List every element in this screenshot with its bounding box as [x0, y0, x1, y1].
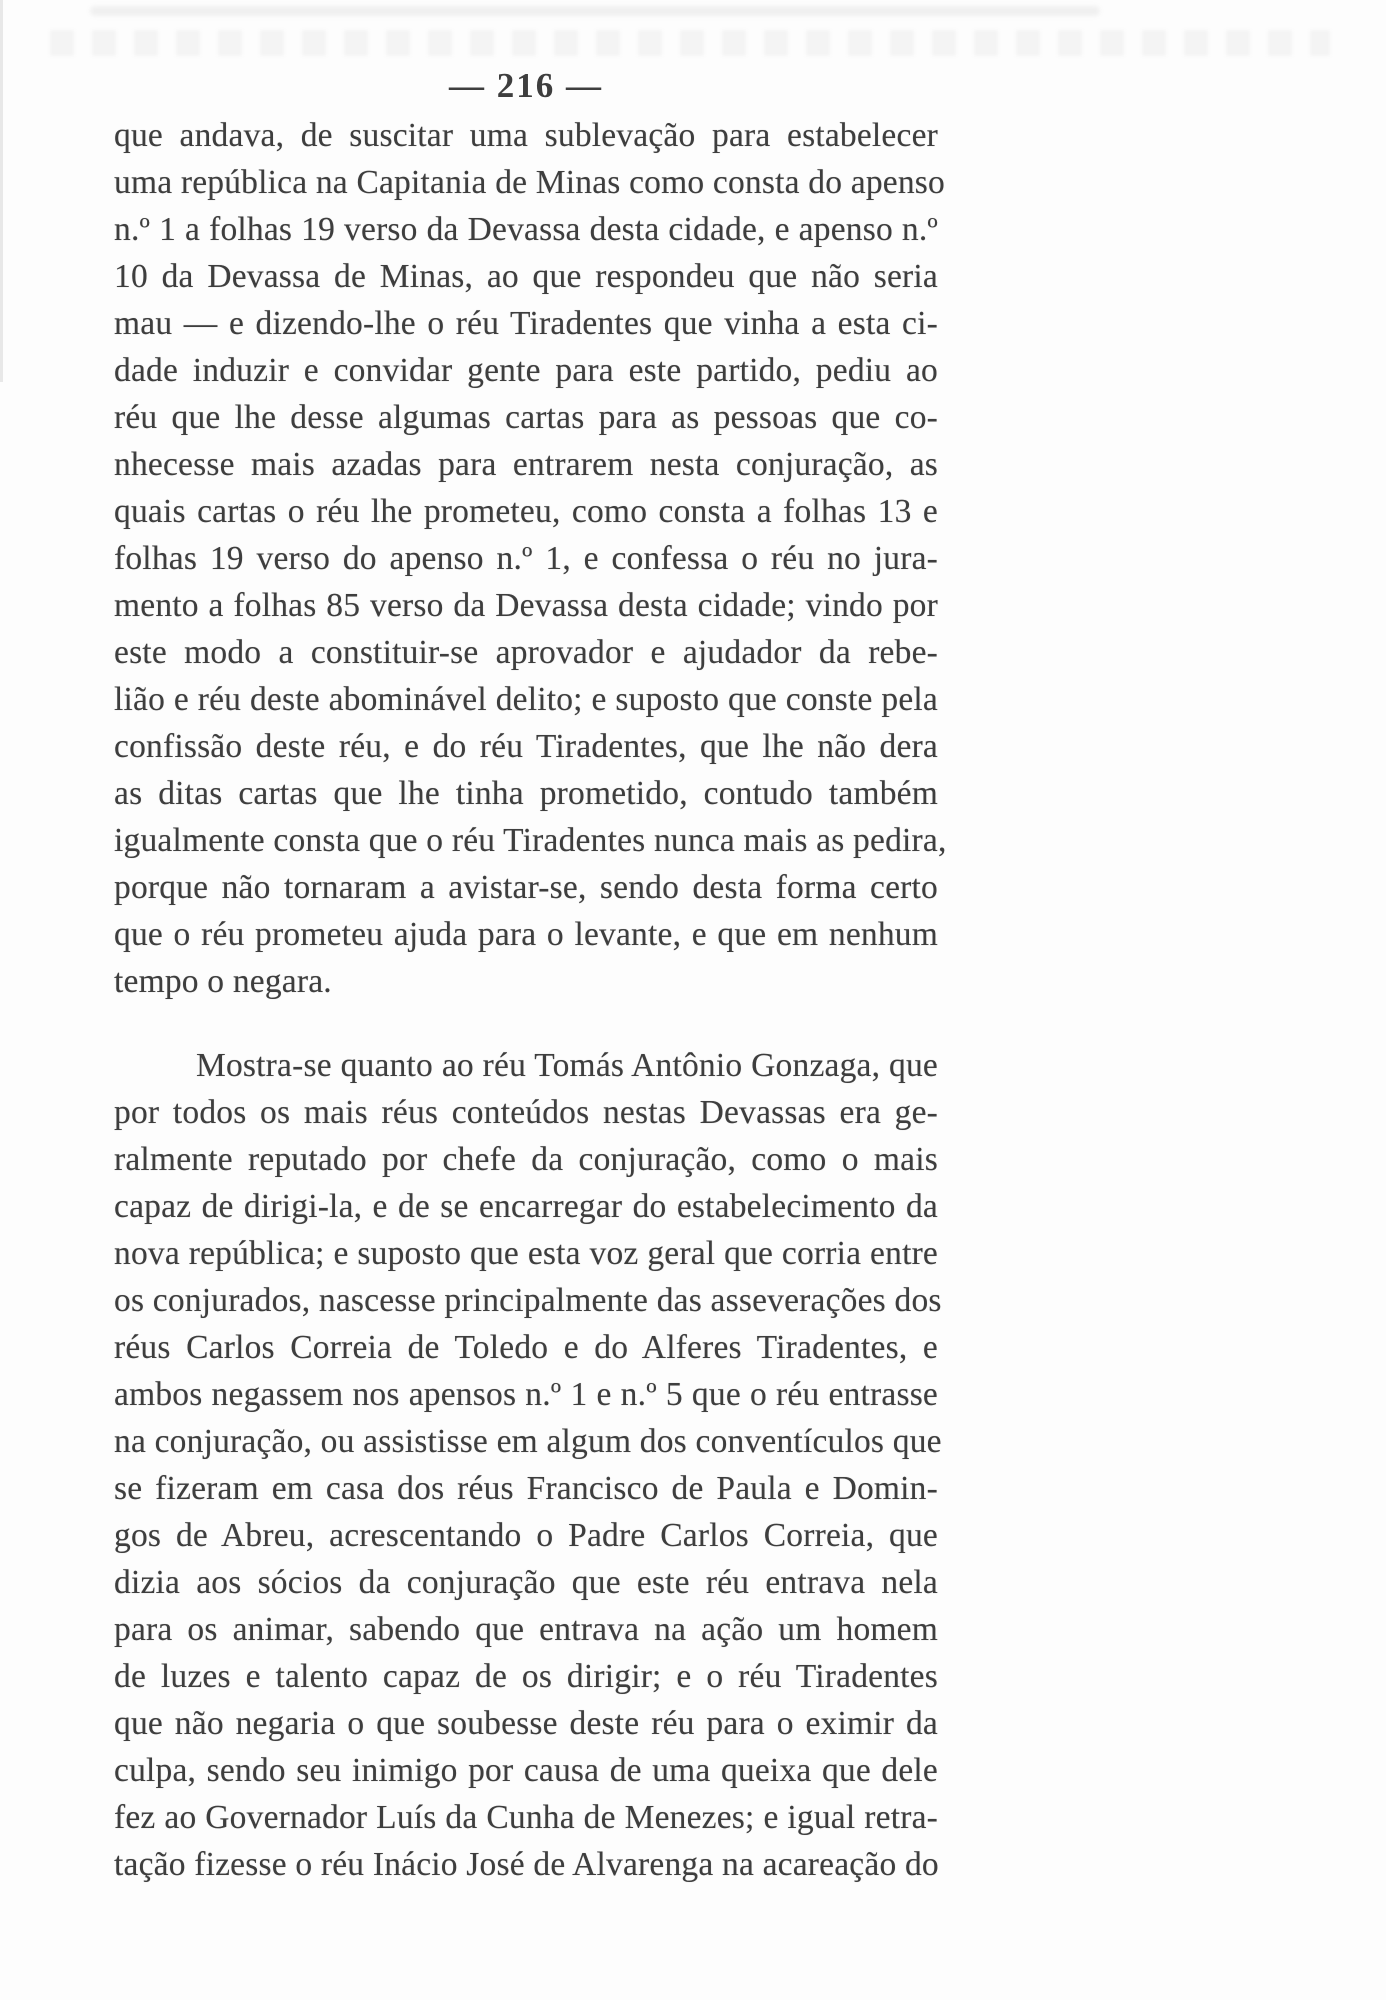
text-line: igualmente consta que o réu Tiradentes nunca mais as pedira,	[114, 822, 947, 859]
text-line: réus Carlos Correia de Toledo e do Alferes Tiradentes, e	[114, 1329, 938, 1366]
text-line: dade induzir e convidar gente para este partido, pediu ao	[114, 352, 938, 389]
text-line: mento a folhas 85 verso da Devassa desta cidade; vindo por	[114, 587, 938, 624]
text-line: se fizeram em casa dos réus Francisco de Paula e Domin-	[114, 1470, 938, 1507]
text-line: capaz de dirigi-la, e de se encarregar do estabelecimento da	[114, 1188, 938, 1225]
text-line: culpa, sendo seu inimigo por causa de uma queixa que dele	[114, 1752, 938, 1789]
text-line: lião e réu deste abominável delito; e suposto que conste pela	[114, 681, 938, 718]
text-line: tação fizesse o réu Inácio José de Alvarenga na acareação do	[114, 1846, 939, 1883]
paragraph-2	[114, 1042, 942, 1888]
page-number: — 216 —	[449, 66, 603, 105]
text-line: este modo a constituir-se aprovador e ajudador da rebe-	[114, 634, 938, 671]
text-line: na conjuração, ou assistisse em algum dos conventículos que	[114, 1423, 942, 1460]
text-line: ambos negassem nos apensos n.º 1 e n.º 5 que o réu entrasse	[114, 1376, 938, 1413]
text-line: nova república; e suposto que esta voz geral que corria entre	[114, 1235, 938, 1272]
text-line: quais cartas o réu lhe prometeu, como consta a folhas 13 e	[114, 493, 938, 530]
text-line: fez ao Governador Luís da Cunha de Menezes; e igual retra-	[114, 1799, 938, 1836]
text-line: por todos os mais réus conteúdos nestas Devassas era ge-	[114, 1094, 938, 1131]
paragraph-1	[114, 112, 947, 1005]
text-line: que o réu prometeu ajuda para o levante, e que em nenhum	[114, 916, 938, 953]
text-line: ralmente reputado por chefe da conjuração, como o mais	[114, 1141, 938, 1178]
text-line: de luzes e talento capaz de os dirigir; e o réu Tiradentes	[114, 1658, 938, 1695]
text-line: Mostra-se quanto ao réu Tomás Antônio Gonzaga, que	[196, 1047, 938, 1084]
text-line: que andava, de suscitar uma sublevação para estabelecer	[114, 117, 938, 154]
text-line: mau — e dizendo-lhe o réu Tiradentes que vinha a esta ci-	[114, 305, 938, 342]
text-line: réu que lhe desse algumas cartas para as pessoas que co-	[114, 399, 938, 436]
text-line: dizia aos sócios da conjuração que este réu entrava nela	[114, 1564, 938, 1601]
text-line: 10 da Devassa de Minas, ao que respondeu que não seria	[114, 258, 938, 295]
scan-edge-line	[0, 0, 3, 382]
text-line: gos de Abreu, acrescentando o Padre Carlos Correia, que	[114, 1517, 938, 1554]
text-line: os conjurados, nascesse principalmente das asseverações dos	[114, 1282, 942, 1319]
text-line: folhas 19 verso do apenso n.º 1, e confessa o réu no jura-	[114, 540, 938, 577]
scan-bleedthrough-band	[50, 30, 1330, 56]
text-line: que não negaria o que soubesse deste réu para o eximir da	[114, 1705, 938, 1742]
text-line: tempo o negara.	[114, 963, 332, 1000]
text-line: nhecesse mais azadas para entrarem nesta conjuração, as	[114, 446, 938, 483]
text-line: n.º 1 a folhas 19 verso da Devassa desta cidade, e apenso n.º	[114, 211, 938, 248]
text-line: porque não tornaram a avistar-se, sendo desta forma certo	[114, 869, 938, 906]
text-line: confissão deste réu, e do réu Tiradentes, que lhe não dera	[114, 728, 938, 765]
text-line: as ditas cartas que lhe tinha prometido, contudo também	[114, 775, 938, 812]
page-text	[114, 112, 947, 1888]
scan-smudge-top	[90, 6, 1100, 16]
text-line: para os animar, sabendo que entrava na ação um homem	[114, 1611, 938, 1648]
text-line: uma república na Capitania de Minas como consta do apenso	[114, 164, 945, 201]
